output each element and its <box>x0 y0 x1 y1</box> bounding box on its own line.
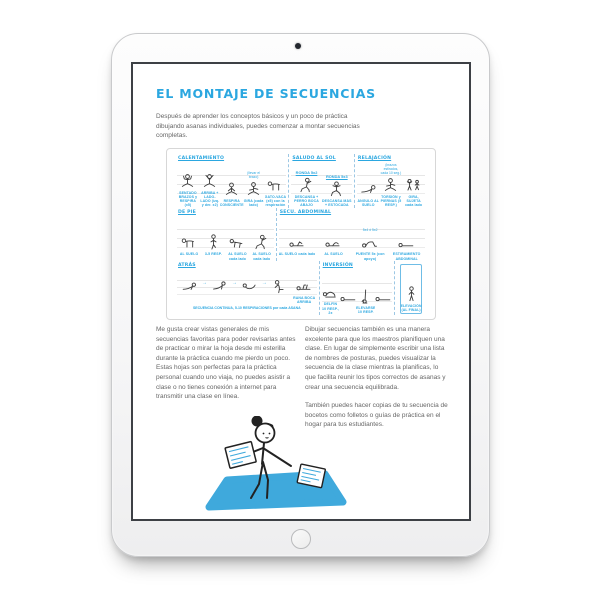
chart-row <box>175 154 427 208</box>
pose-label: DELFÍN 10 RESP., 2x <box>322 302 339 315</box>
chart-section <box>276 208 427 262</box>
pose-label: ÁNGULO AL SUELO <box>357 198 380 207</box>
tablet-device <box>111 33 490 557</box>
pose-label: DESCANSA MÁS + ESTOCADA <box>322 198 352 207</box>
lunge-icon <box>297 175 316 194</box>
yogi-illustration <box>201 416 397 512</box>
pose-cell <box>199 171 221 208</box>
pose-note: (brazos estirados, cada 10 seg.) <box>380 163 402 176</box>
pose-stave <box>177 216 274 262</box>
sequence-sketch-chart <box>166 148 436 320</box>
pose-cell <box>402 175 425 208</box>
sequence-paper-left <box>225 441 256 468</box>
pose-label: TORSIÓN y PIERNAS (5 RESP.) <box>380 195 402 208</box>
chart-section-title: DE PIE <box>178 209 196 215</box>
bow-icon <box>240 276 259 295</box>
sequence-arrow-icon: → <box>231 279 237 286</box>
table-icon <box>180 232 199 251</box>
pose-label: 3-5 RESP. <box>204 252 222 257</box>
pose-note: (llevar el brazo) <box>247 170 260 179</box>
chart-section-title: CALENTAMIENTO <box>178 156 225 161</box>
pose-label: SENTADO BRAZOS y RESPIRA (x5) <box>178 190 198 208</box>
frog_up-icon <box>295 276 314 295</box>
pose-cell <box>267 276 292 305</box>
bridge-icon <box>361 232 380 251</box>
chart-section-caption: SECUENCIA CONTINUA, 5-10 RESPIRACIONES por cada ASANA <box>192 306 301 311</box>
chart-section <box>175 208 276 262</box>
pose-label: AL SUELO cada lado <box>228 252 247 261</box>
front-camera-icon <box>295 43 301 49</box>
pose-cell <box>292 276 317 305</box>
pose-cell <box>352 228 389 261</box>
pose-label: ELEVACIÓN (AL FINAL) <box>400 304 422 313</box>
pose-cell <box>265 175 287 208</box>
pose-label: AL SUELO <box>179 252 199 257</box>
chart-section <box>354 154 427 208</box>
chart-section <box>319 261 395 315</box>
chart-section <box>288 154 354 208</box>
page-title: EL MONTAJE DE SECUENCIAS <box>156 86 376 101</box>
pose-cell <box>250 232 274 261</box>
pose-cell <box>339 286 357 315</box>
pose-cell <box>221 179 243 208</box>
pose-stave <box>291 162 352 208</box>
pose-label: ESTIRAMIENTO ABDOMINAL <box>392 252 421 261</box>
pose-cell <box>322 174 352 208</box>
camel-icon <box>270 276 289 295</box>
pair-icon <box>404 175 423 194</box>
sequence-arrow-icon: → <box>201 279 207 286</box>
chart-section-title: ATRÁS <box>178 263 196 269</box>
chart-section-title: INVERSIÓN <box>322 263 353 269</box>
pose-subheader: RONDA 5x3 <box>325 173 348 179</box>
pose-cell <box>357 179 380 208</box>
updog-icon <box>210 276 229 295</box>
chart-section-title: RELAJACIÓN <box>357 156 392 161</box>
pose-label: AL SUELO <box>324 252 343 257</box>
intro-paragraph: Después de aprender los conceptos básicos y un poco de práctica dibujando asanas individuales, puedes comenzar a montar secuencias completas. <box>156 113 360 139</box>
pose-cell <box>177 171 199 208</box>
pose-cell <box>201 232 225 261</box>
shoulderstand-icon <box>356 286 375 305</box>
pose-stave <box>279 216 425 262</box>
pose-cell <box>279 232 316 261</box>
pose-label: GIRA, SUJETA cada lado <box>405 195 423 208</box>
right-column-paragraph-1: Dibujar secuencias también es una manera excelente para que los maestros planifiquen una clase. En lugar de simplemente escribir una lista de nombres de posturas, puedes visualizar la secuencia de la clase mientras la planificas, lo que facilita reunir los tipos correctos de asanas y crear una secuencia equilibrada. <box>305 326 446 391</box>
table-icon <box>266 175 285 194</box>
yogi-drawing <box>201 416 397 512</box>
cobra-icon <box>359 179 378 198</box>
corpse-icon <box>397 232 416 251</box>
left-column-paragraph: Me gusta crear vistas generales de mis secuencias favoritas para poder revisarlas antes de practicar o mirar la hoja desde mi esterilla durante la práctica cuando me pierdo un poco. Estas hojas son perfectas para la práctica personal cuando uno viaja, no puedes asistir a clase o no tienes conexión a internet para transmitir una clase en línea. <box>156 326 296 401</box>
knees-icon <box>288 232 307 251</box>
pose-label: RESPIRA CONSCIENTE <box>219 198 244 207</box>
sit_twist-icon <box>244 179 263 198</box>
child-icon <box>321 282 340 301</box>
pose-label: ELEVARSE 10 RESP. <box>356 306 376 315</box>
home-button[interactable] <box>291 529 311 549</box>
pose-cell <box>291 170 321 208</box>
lunge2-icon <box>327 179 346 198</box>
chart-section <box>394 261 427 315</box>
right-column-paragraph-2: También puedes hacer copias de tu secuencia de bocetos como folletos o guías de práctica en el hogar para tus estudiantes. <box>305 402 448 429</box>
pose-label: PUENTE 5x (con apoyo) <box>355 252 385 261</box>
table2-icon <box>228 232 247 251</box>
pose-label: GATO-VACA (x5) con la respiración <box>264 195 287 208</box>
chart-row <box>175 261 427 315</box>
sequence-arrow-icon: → <box>261 279 267 286</box>
cobra2-icon <box>180 276 199 295</box>
pose-stave <box>357 162 425 208</box>
pose-label: AL SUELO cada lado <box>252 252 271 261</box>
sit_twist-icon <box>381 175 400 194</box>
pose-cell <box>177 232 201 261</box>
pose-label: RANA BOCA ARRIBA <box>293 296 316 305</box>
pose-cell <box>243 171 265 208</box>
pose-cell <box>401 284 421 313</box>
lunge-icon <box>252 232 271 251</box>
pose-cell <box>380 163 403 208</box>
chart-row <box>175 208 427 262</box>
stand_small-icon <box>402 284 421 303</box>
pose-cell <box>315 232 352 261</box>
pose-cell <box>388 232 425 261</box>
pose-subheader: RONDA 5x2 <box>295 170 318 176</box>
pose-stave <box>322 269 393 315</box>
pose-cell <box>357 286 375 315</box>
pose-label: ARRIBA + LADO-LADO (izq. y der. x2) <box>200 190 220 208</box>
pose-label: AL SUELO cada lado <box>278 252 316 257</box>
sit_arms_up-icon <box>200 171 219 190</box>
corpse-icon <box>374 286 393 305</box>
pose-cell <box>375 286 393 315</box>
chart-section-title: SALUDO AL SOL <box>292 156 336 161</box>
chart-section <box>175 154 288 208</box>
pose-stave <box>400 264 422 314</box>
stand_leg-icon <box>204 232 223 251</box>
corpse-icon <box>339 286 358 305</box>
pose-label: DESCANSA + PERRO BOCA ABAJO <box>294 195 319 208</box>
pose-cell <box>207 276 232 305</box>
pose-stave <box>177 162 286 208</box>
chart-section <box>175 261 319 315</box>
head <box>252 416 275 443</box>
pose-note: 5x4 ó 5x2 <box>362 228 378 233</box>
pose-cell <box>177 276 202 305</box>
pose-cell <box>225 232 249 261</box>
sit_arms_bent-icon <box>178 171 197 190</box>
pose-label: GIRA (cada lado) <box>243 198 264 207</box>
pose-cell <box>237 276 262 305</box>
pose-stave <box>177 269 317 305</box>
pose-cell <box>322 282 340 315</box>
sit_meditate-icon <box>222 179 241 198</box>
knees2-icon <box>324 232 343 251</box>
tablet-screen <box>131 62 471 521</box>
chart-section-title: SECU. ABDOMINAL <box>279 209 332 215</box>
